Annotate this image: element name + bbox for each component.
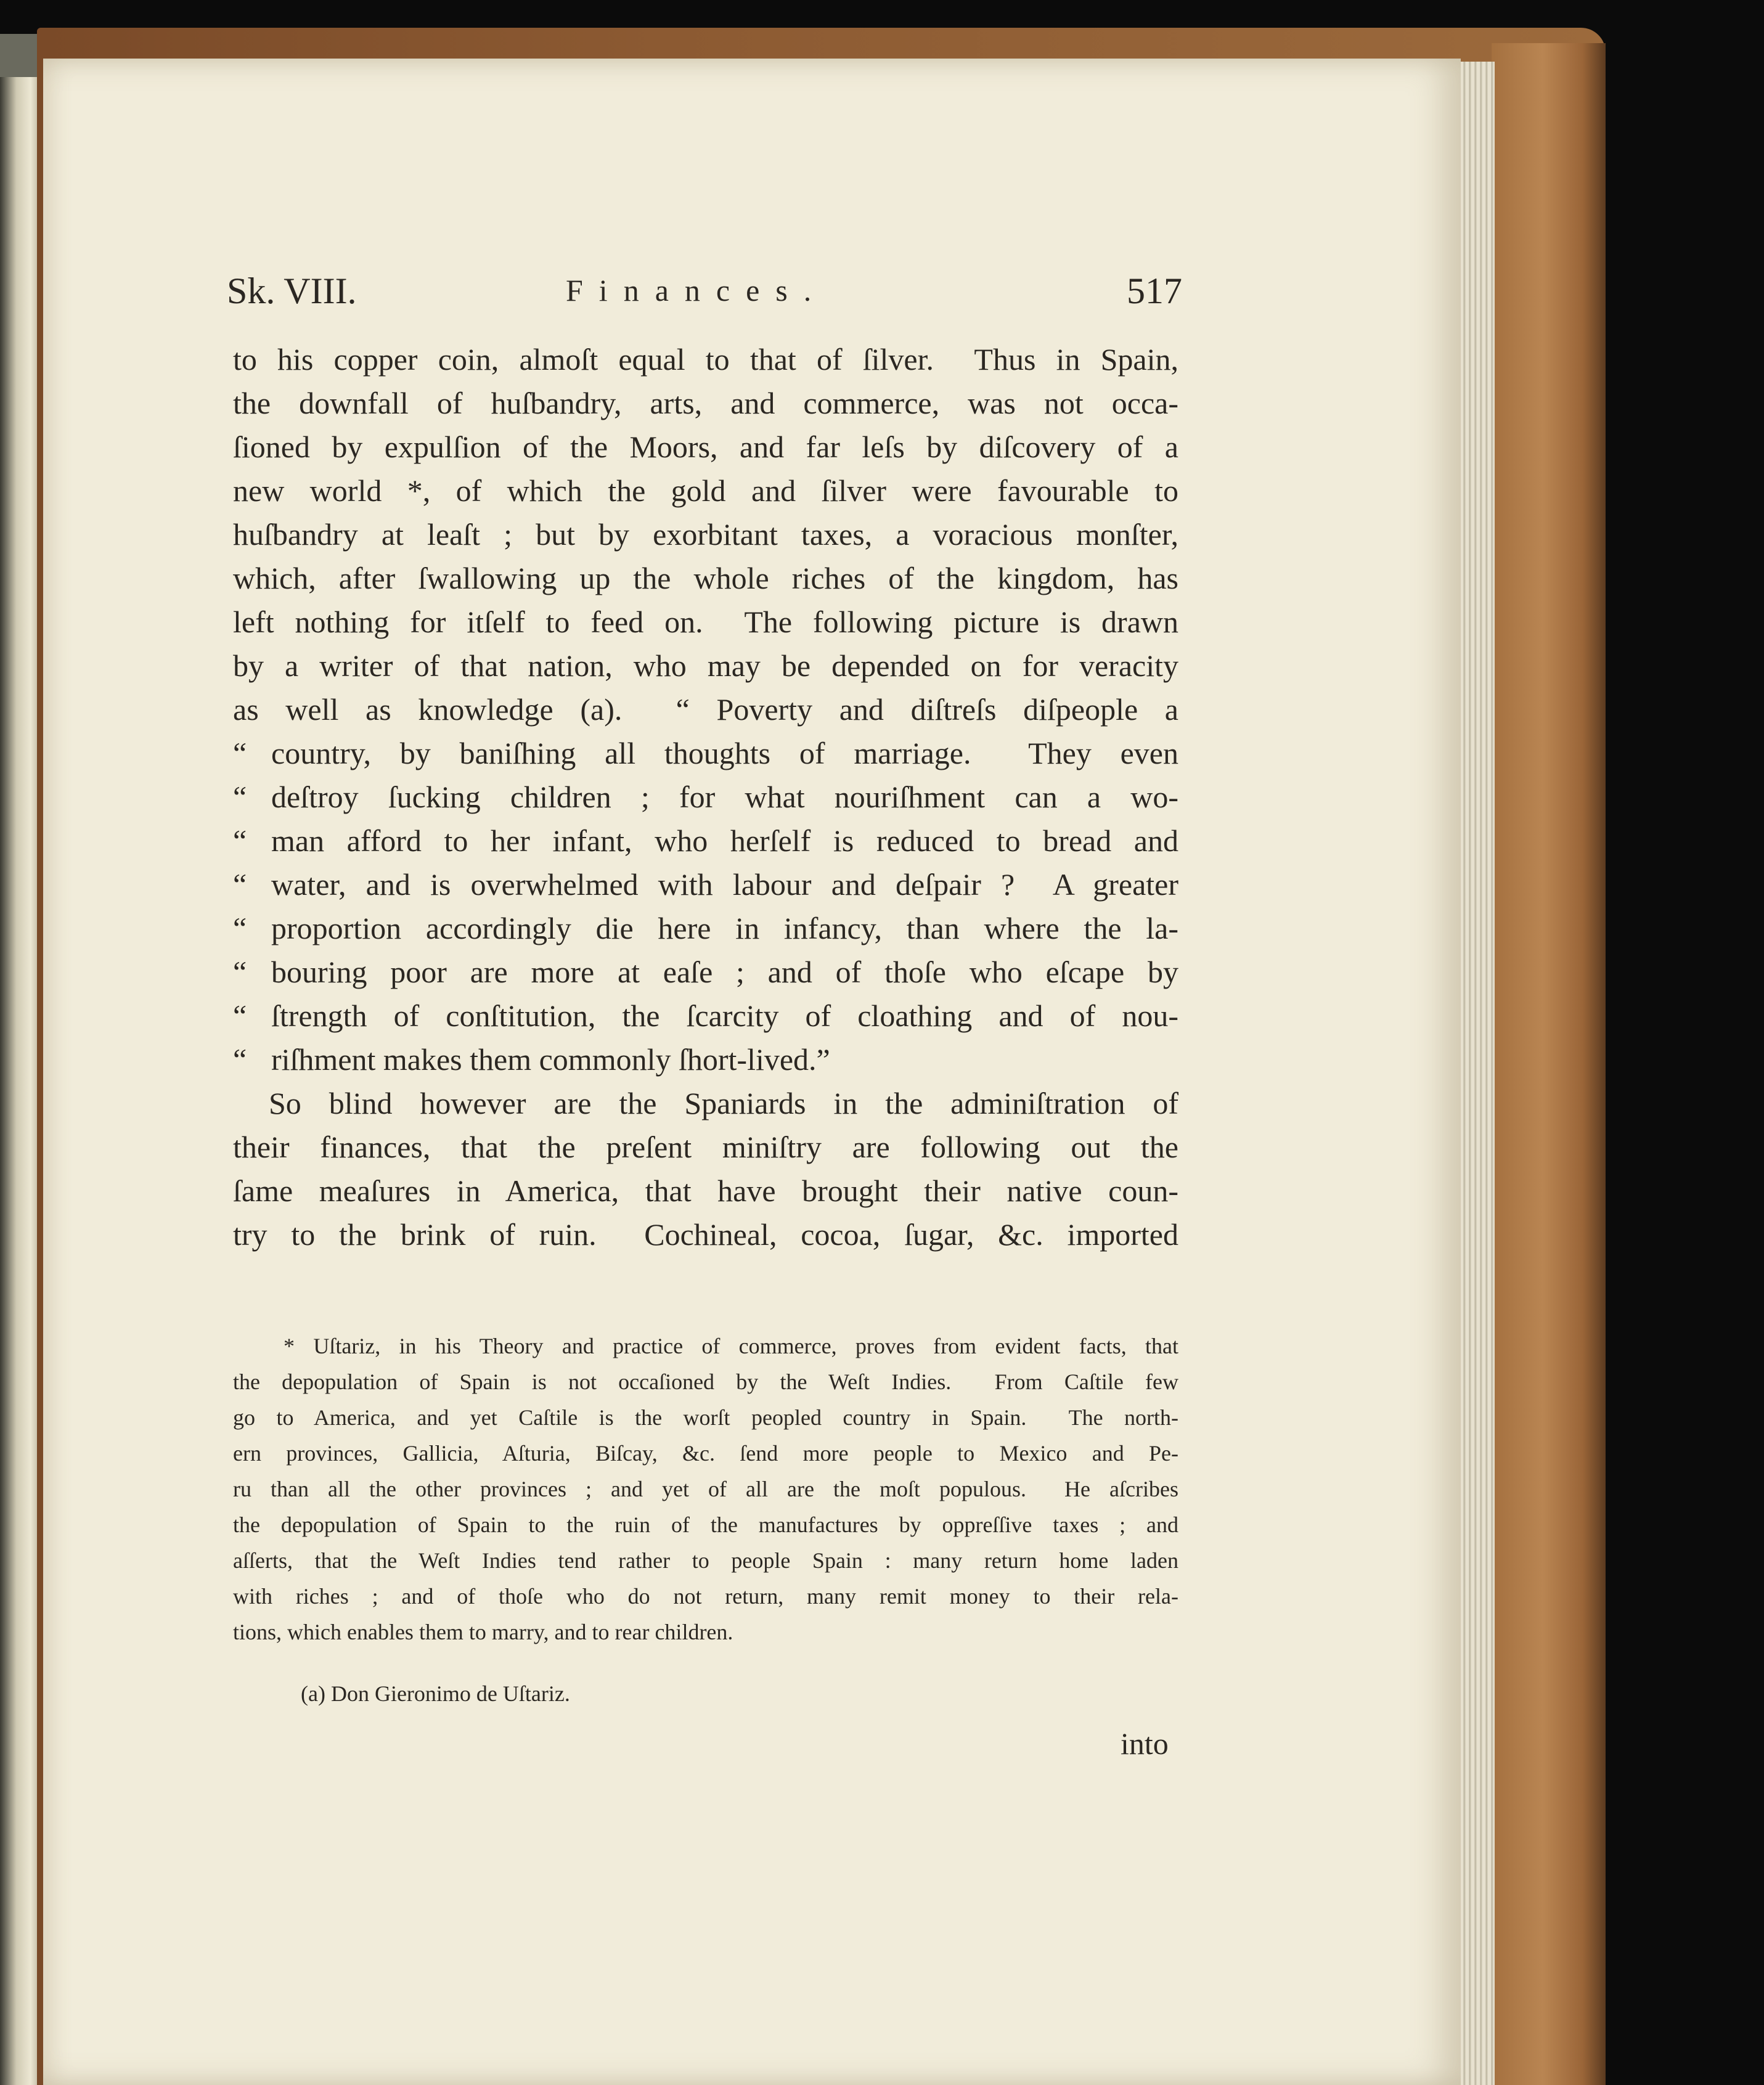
footnote-line: tions, which enables them to marry, and to rear children. [233, 1620, 733, 1644]
text-line: which, after ſwallowing up the whole riches of the kingdom, has [233, 561, 1178, 595]
running-title: Finances. [566, 273, 828, 308]
text-line: the downfall of huſbandry, arts, and commerce, was not occa- [233, 386, 1178, 420]
quote-mark: “ [233, 955, 247, 989]
paragraph-start [233, 1082, 1178, 1125]
text-line: man afford to her infant, who herſelf is reduced to bread and [271, 823, 1178, 858]
text-line: So blind however are the Spaniards in the adminiſtration of [269, 1086, 1178, 1120]
footnote-line: the depopulation of Spain is not occaſioned by the Weſt Indies. From Caſtile few [233, 1369, 1178, 1394]
quoted-line [233, 994, 1178, 1038]
text-line: to his copper coin, almoſt equal to that of ſilver. Thus in Spain, [233, 342, 1178, 377]
quoted-line [233, 819, 1178, 863]
text-line: their finances, that the preſent miniſtry are following out the [233, 1130, 1178, 1164]
catchword: into [1121, 1726, 1169, 1761]
page-number: 517 [1127, 271, 1182, 311]
footnote-line: aſſerts, that the Weſt Indies tend rather to people Spain : many return home laden [233, 1548, 1178, 1573]
facing-page-edge [0, 77, 41, 2085]
text-line: country, by baniſhing all thoughts of marriage. They even [271, 736, 1178, 770]
text-line: huſbandry at leaſt ; but by exorbitant taxes, a voracious monſter, [233, 517, 1178, 552]
quoted-line [233, 732, 1178, 775]
quote-mark: “ [233, 823, 247, 858]
text-line: by a writer of that nation, who may be depended on for veracity [233, 648, 1178, 683]
text-line: ſame meaſures in America, that have brought their native coun- [233, 1173, 1178, 1208]
quote-mark: “ [233, 780, 247, 814]
main-text [233, 338, 1178, 1257]
text-line: ſioned by expulſion of the Moors, and far leſs by diſcovery of a [233, 430, 1178, 464]
quoted-line [233, 863, 1178, 907]
quote-mark: “ [233, 998, 247, 1033]
quote-mark: “ [233, 911, 247, 945]
book-cover-right-edge [1492, 43, 1606, 2085]
quoted-line [233, 1038, 1178, 1082]
footnote-line: * Uſtariz, in his Theory and practice of commerce, proves from evident facts, that [284, 1334, 1178, 1358]
text-line: water, and is overwhelmed with labour and deſpair ? A greater [271, 867, 1178, 902]
text-line: ſtrength of conſtitution, the ſcarcity of cloathing and of nou- [271, 998, 1178, 1033]
footnote-line: ru than all the other provinces ; and yet of all are the moſt populous. He aſcribes [233, 1477, 1178, 1501]
running-header [227, 270, 1182, 325]
text-line: bouring poor are more at eaſe ; and of thoſe who eſcape by [271, 955, 1178, 989]
quote-mark: “ [233, 867, 247, 902]
quote-mark: “ [233, 1042, 247, 1077]
reference-note: (a) Don Gieronimo de Uſtariz. [301, 1681, 570, 1706]
text-line: riſhment makes them commonly ſhort-lived.” [271, 1042, 830, 1077]
text-line: proportion accordingly die here in infancy, than where the la- [271, 911, 1178, 945]
quoted-line [233, 775, 1178, 819]
quoted-line [233, 950, 1178, 994]
footnote-line: go to America, and yet Caſtile is the worſt peopled country in Spain. The north- [233, 1405, 1178, 1430]
section-label: Sk. VIII. [227, 271, 357, 311]
quoted-line [233, 907, 1178, 950]
footnote-line: the depopulation of Spain to the ruin of the manufactures by oppreſſive taxes ; and [233, 1512, 1178, 1537]
footnote-line: with riches ; and of thoſe who do not return, many remit money to their rela- [233, 1584, 1178, 1609]
footnote-line: ern provinces, Gallicia, Aſturia, Biſcay, &c. ſend more people to Mexico and Pe- [233, 1441, 1178, 1466]
text-line: left nothing for itſelf to feed on. The following picture is drawn [233, 605, 1178, 639]
text-line: new world *, of which the gold and ſilver were favourable to [233, 473, 1178, 508]
text-line: deſtroy ſucking children ; for what nouriſhment can a wo- [271, 780, 1178, 814]
quote-mark: “ [233, 736, 247, 770]
text-line: as well as knowledge (a). “ Poverty and diſtreſs diſpeople a [233, 692, 1178, 727]
text-line: try to the brink of ruin. Cochineal, cocoa, ſugar, &c. imported [233, 1217, 1178, 1252]
footnote [233, 1328, 1178, 1650]
